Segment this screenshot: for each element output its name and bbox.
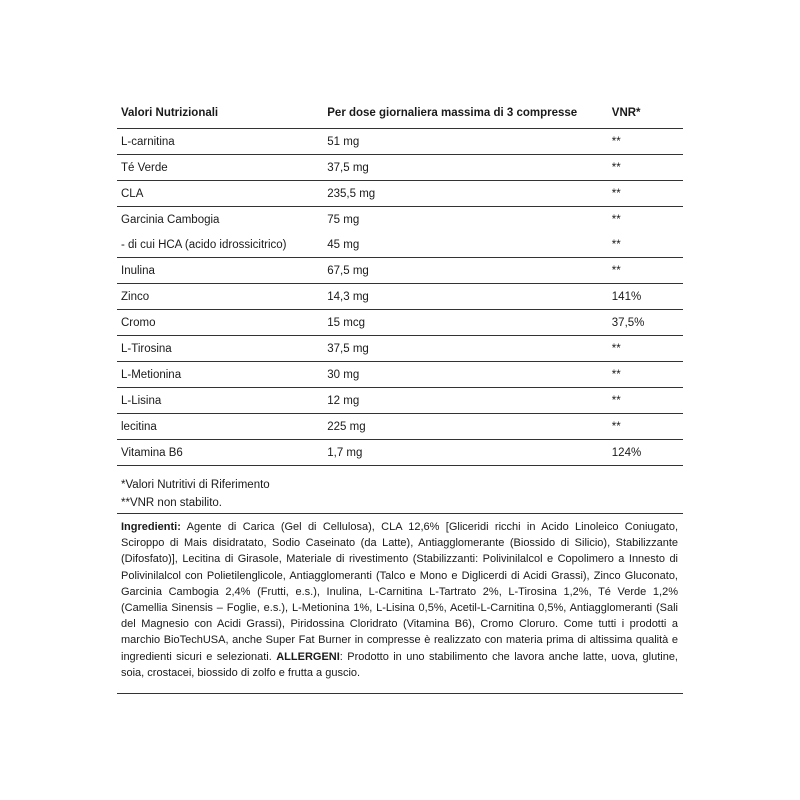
table-row	[117, 388, 683, 414]
nutrient-vnr-cell: **	[608, 129, 683, 155]
nutrient-amount-cell: 12 mg	[323, 388, 608, 414]
nutrient-name-cell: Inulina	[117, 258, 323, 284]
ingredients-text: Agente di Carica (Gel di Cellulosa), CLA 12,6% [Gliceridi ricchi in Acido Linoleico Coniugato, Sciroppo di Mais disidratato, Sodio Caseinato (da Latte), Antiagglomerante (Biossido di Silicio), Stabilizzante (Difosfato)], Lecitina di Girasole, Materiale di rivestimento (Stabilizzanti: Polivinilalcol e Copolimero a Innesto di Polivinilalcol con Polietilenglicole, Antiagglomeranti (Talco e Mono e Diglicerdi di Acidi Grassi), Zinco Gluconato, Garcinia Cambogia 2,4% (Frutti, e.s.), Inulina, L-Carnitina L-Tartrato 2%, L-Tirosina 1,2%, Té Verde 1,2% (Camellia Sinensis – Foglie, e.s.), L-Metionina 1%, L-Lisina 0,5%, Acetil-L-Carnitina 0,5%, Antiagglomeranti (Sali del Magnesio con Acidi Grassi), Piridossina Cloridrato (Vitamina B6), Cromo Cloruro. Come tutti i prodotti a marchio BioTechUSA, anche Super Fat Burner in compresse è realizzato con materia prima di altissima qualità e ingredienti sicuri e selezionati.	[121, 521, 678, 663]
table-row	[117, 310, 683, 336]
nutrient-amount-cell: 1,7 mg	[323, 440, 608, 466]
table-row	[117, 232, 683, 258]
footnotes	[121, 476, 270, 512]
nutrient-name-cell: Té Verde	[117, 155, 323, 181]
nutrient-vnr-cell: **	[608, 181, 683, 207]
nutrient-amount-cell: 37,5 mg	[323, 336, 608, 362]
table-row	[117, 258, 683, 284]
header-nutrient: Valori Nutrizionali	[117, 98, 323, 129]
nutrient-name-cell: L-carnitina	[117, 129, 323, 155]
nutrient-vnr-cell: **	[608, 258, 683, 284]
allergens-label: ALLERGENI	[276, 650, 340, 663]
nutrient-amount-cell: 235,5 mg	[323, 181, 608, 207]
allergens-text: : Prodotto in uno stabilimento che lavora anche latte, uova, glutine, soia, crostacei, biossido di zolfo e frutta a guscio.	[121, 650, 678, 679]
table-row	[117, 440, 683, 466]
table-row	[117, 414, 683, 440]
nutrient-vnr-cell: 141%	[608, 284, 683, 310]
nutrient-name-cell: L-Lisina	[117, 388, 323, 414]
nutrient-amount-cell: 14,3 mg	[323, 284, 608, 310]
nutrient-amount-cell: 75 mg	[327, 213, 360, 226]
header-vnr: VNR*	[608, 98, 683, 129]
nutrient-vnr-cell: **	[608, 414, 683, 440]
nutrient-name-cell: - di cui HCA (acido idrossicitrico)	[117, 232, 323, 258]
table-row	[117, 129, 683, 155]
table-row	[117, 336, 683, 362]
nutrient-name-cell: lecitina	[117, 414, 323, 440]
nutrient-name-cell: Zinco	[117, 284, 323, 310]
footnote-vnr: *Valori Nutritivi di Riferimento	[121, 479, 270, 491]
nutrient-vnr-cell: **	[608, 232, 683, 258]
nutrient-amount-cell: 51 mg	[323, 129, 608, 155]
nutrient-vnr-cell: 37,5%	[608, 310, 683, 336]
footnote-not-established: **VNR non stabilito.	[121, 497, 222, 509]
nutrient-name-cell: L-Metionina	[117, 362, 323, 388]
nutrient-amount-cell: 15 mcg	[323, 310, 608, 336]
table-row	[117, 155, 683, 181]
nutrient-name-cell: L-Tirosina	[117, 336, 323, 362]
nutrient-amount-cell: 37,5 mg	[323, 155, 608, 181]
nutrient-name-cell: CLA	[117, 181, 323, 207]
table-row	[117, 207, 683, 233]
nutrient-vnr-cell: **	[611, 213, 621, 226]
nutrient-name-cell: Cromo	[117, 310, 323, 336]
nutrient-vnr-cell: **	[608, 362, 683, 388]
nutrient-vnr-cell: **	[608, 336, 683, 362]
nutrient-amount-cell: 45 mg	[323, 232, 608, 258]
nutrient-name-cell: Vitamina B6	[117, 440, 323, 466]
table-row	[117, 181, 683, 207]
table-header-row	[117, 98, 683, 129]
table-row	[117, 362, 683, 388]
table-row	[117, 284, 683, 310]
nutrient-vnr-cell: **	[608, 388, 683, 414]
nutrition-table	[117, 98, 683, 466]
nutrient-name-cell: Garcinia Cambogia	[121, 213, 220, 226]
ingredients-box	[117, 513, 683, 694]
header-dose: Per dose giornaliera massima di 3 compresse	[323, 98, 608, 129]
nutrient-amount-cell: 30 mg	[323, 362, 608, 388]
nutrient-vnr-cell: **	[608, 155, 683, 181]
nutrient-amount-cell: 67,5 mg	[323, 258, 608, 284]
nutrient-vnr-cell: 124%	[608, 440, 683, 466]
ingredients-label: Ingredienti:	[121, 521, 181, 533]
nutrient-amount-cell: 225 mg	[323, 414, 608, 440]
